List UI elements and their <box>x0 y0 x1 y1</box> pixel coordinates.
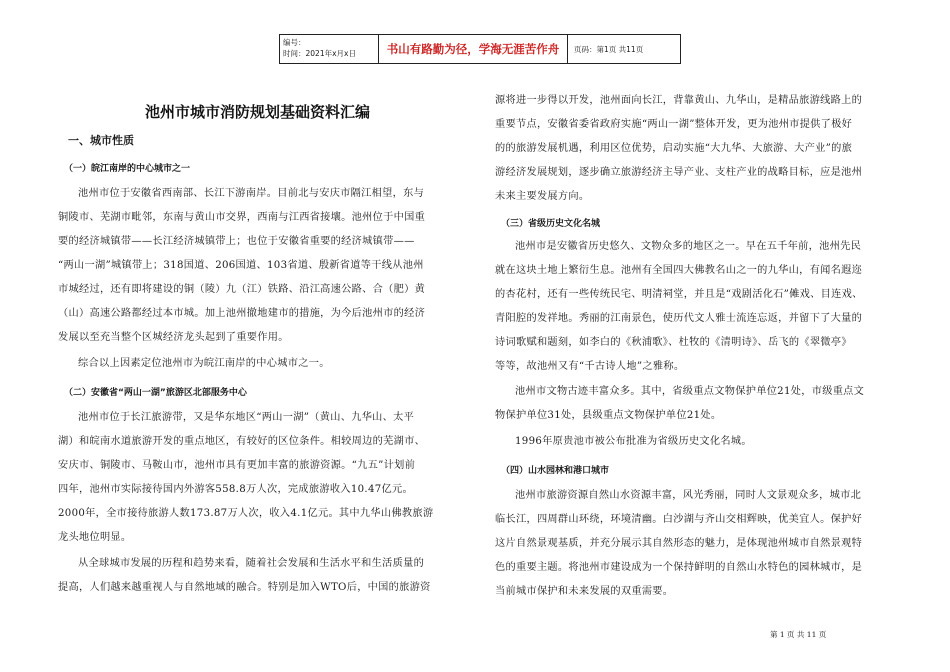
paragraph-line: 就在这块土地上繁衍生息。池州有全国四大佛教名山之一的九华山，有闻名遐迩 <box>495 265 863 276</box>
paragraph-line: （山）高速公路都经过本市城。加上池州撤地建市的措施，为今后池州市的经济 <box>58 308 426 319</box>
section-heading-1: 一、城市性质 <box>68 134 134 147</box>
subsection-heading-3: （三）省级历史文化名城 <box>501 219 601 229</box>
subsection-heading-4: （四）山水园林和港口城市 <box>501 466 610 476</box>
paragraph-line: 发展以至充当整个区城经济龙头起到了重要作用。 <box>58 332 289 343</box>
subsection-heading-2: （二）安徽省“两山一湖”旅游区北部服务中心 <box>64 388 247 398</box>
paragraph-line: “两山一湖”城镇带上；318国道、206国道、103省道、殷新省道等干线从池州 <box>58 260 424 271</box>
time-label: 时间：2021年x月x日 <box>283 49 356 58</box>
paragraph-line: 提高，人们越来越重视人与自然地域的融合。特别是加入WTO后，中国的旅游资 <box>58 582 431 593</box>
paragraph-line: 物保护单位31处，县级重点文物保护单位21处。 <box>495 410 722 421</box>
paragraph-line: 铜陵市、芜湖市毗邻，东南与黄山市交界，西南与江西省接壤。池州位于中国重 <box>58 212 426 223</box>
paragraph-line: 池州市文物古迹丰富众多。其中，省级重点文物保护单位21处，市级重点文 <box>515 386 865 397</box>
paragraph-line: 市城经过，还有即将建设的铜（陵）九（江）铁路、沿江高速公路、合（肥）黄 <box>58 284 426 295</box>
paragraph-line: 当前城市保护和未来发展的双重需要。 <box>495 586 674 597</box>
page-header <box>279 34 681 64</box>
header-motto: 书山有路勤为径，学海无涯苦作舟 <box>379 35 568 63</box>
paragraph-line: 重要节点，安徽省委省政府实施“两山一湖”整体开发，更为池州市提供了极好 <box>495 119 853 130</box>
paragraph-line: 池州市旅游资源自然山水资源丰富，风光秀丽，同时人文景观众多，城市北 <box>515 490 862 501</box>
paragraph-line: 青阳腔的发祥地。秀丽的江南景色，使历代文人雅士流连忘返，并留下了大量的 <box>495 313 863 324</box>
paragraph-line: 的杏花村，还有一些传统民宅、明清祠堂，并且是“戏剧活化石”傩戏、目连戏、 <box>495 289 863 300</box>
paragraph-line: 综合以上因素定位池州市为皖江南岸的中心城市之一。 <box>78 358 330 369</box>
subsection-heading-1: （一）皖江南岸的中心城市之一 <box>64 164 191 174</box>
paragraph-line: 2000年，全市接待旅游人数173.87万人次，收入4.1亿元。其中九华山佛教旅游 <box>58 508 434 519</box>
number-label: 编号： <box>283 38 306 47</box>
document-title: 池州市城市消防规划基础资料汇编 <box>145 103 371 121</box>
paragraph-line: 色的重要主题。将池州市建设成为一个保持鲜明的自然山水特色的园林城市，是 <box>495 562 863 573</box>
paragraph-line: 这片自然景观基质，并充分展示其自然形态的魅力，是体现池州城市自然景观特 <box>495 538 863 549</box>
paragraph-line: 池州市是安徽省历史悠久、文物众多的地区之一。早在五千年前，池州先民 <box>515 241 862 252</box>
header-meta <box>280 35 379 63</box>
paragraph-line: 从全球城市发展的历程和趋势来看，随着社会发展和生活水平和生活质量的 <box>78 558 425 569</box>
paragraph-line: 的的旅游发展机遇，利用区位优势，启动实施“大九华、大旅游、大产业”的旅 <box>495 143 853 154</box>
paragraph-line: 湖）和皖南水道旅游开发的重点地区，有较好的区位条件。相较周边的芜湖市、 <box>58 436 426 447</box>
paragraph-line: 四年，池州市实际接待国内外游客558.8万人次，完成旅游收入10.47亿元。 <box>58 484 413 495</box>
paragraph-line: 1996年原贵池市被公布批准为省级历史文化名城。 <box>515 436 752 447</box>
paragraph-line: 诗词歌赋和题刻，如李白的《秋浦歌》、杜牧的《清明诗》、岳飞的《翠微亭》 <box>495 337 852 348</box>
paragraph-line: 游经济发展规划，逐步确立旅游经济主导产业、支柱产业的战略目标，应是池州 <box>495 167 863 178</box>
paragraph-line: 源将进一步得以开发，池州面向长江，背靠黄山、九华山，是精品旅游线路上的 <box>495 95 863 106</box>
paragraph-line: 临长江，四周群山环绕，环境清幽。白沙湖与齐山交相辉映，优美宜人。保护好 <box>495 514 863 525</box>
paragraph-line: 池州市位于安徽省西南部、长江下游南岸。目前北与安庆市隔江相望，东与 <box>78 188 425 199</box>
paragraph-line: 池州市位于长江旅游带，又是华东地区“两山一湖”（黄山、九华山、太平 <box>78 412 415 423</box>
paragraph-line: 龙头地位明显。 <box>58 532 132 543</box>
page-footer: 第 1 页 共 11 页 <box>770 630 827 639</box>
header-page-label: 页码：第1页 共11页 <box>574 44 644 54</box>
paragraph-line: 等等，故池州又有“千古诗人地”之雅称。 <box>495 361 685 372</box>
paragraph-line: 安庆市、铜陵市、马鞍山市，池州市具有更加丰富的旅游资源。“九五”计划前 <box>58 460 416 471</box>
paragraph-line: 要的经济城镇带——长江经济城镇带上；也位于安徽省重要的经济城镇带—— <box>58 236 415 247</box>
paragraph-line: 未来主要发展方向。 <box>495 191 590 202</box>
